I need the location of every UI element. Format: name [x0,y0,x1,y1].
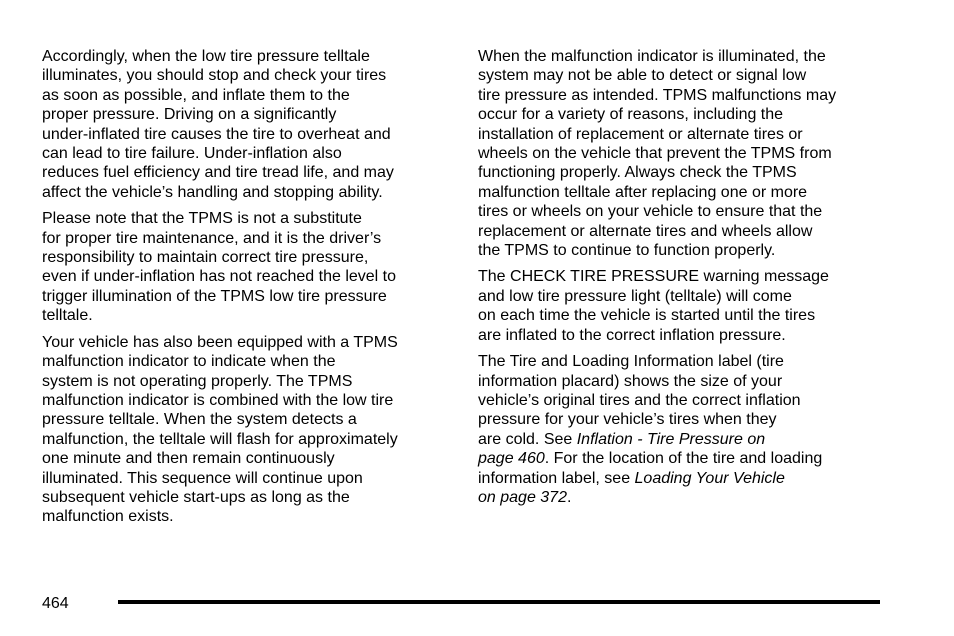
paragraph-malfunction-illuminated [478,47,883,260]
text-line: and low tire pressure light (telltale) will come [478,287,792,305]
text-line: Accordingly, when the low tire pressure telltale [42,48,370,65]
text-line: wheels on the vehicle that prevent the TPMS from [478,145,832,163]
cross-reference-page-372[interactable]: on page 372 [478,488,567,506]
text-line: replacement or alternate tires and wheels allow [478,222,813,240]
text-line: When the malfunction indicator is illuminated, the [478,48,826,65]
text-line: system is not operating properly. The TPMS [42,372,353,390]
cross-reference-loading-your-vehicle[interactable]: Loading Your Vehicle [634,469,785,487]
text-line: The Tire and Loading Information label (tire [478,353,784,371]
text-line: are inflated to the correct inflation pressure. [478,326,786,344]
text-line: Please note that the TPMS is not a substitute [42,210,362,228]
text-line: on each time the vehicle is started until the tires [478,307,816,325]
text-line: pressure for your vehicle’s tires when they [478,411,777,429]
text-line: the TPMS to continue to function properly. [478,242,776,260]
footer-rule [118,600,880,604]
text-line [478,430,883,449]
paragraph-malfunction-indicator [42,333,447,527]
text-line: Your vehicle has also been equipped with a TPMS [42,333,398,351]
text-fragment: . For the location of the tire and loading [544,450,823,468]
text-line: malfunction exists. [42,508,174,526]
text-line: proper pressure. Driving on a significantly [42,106,337,124]
text-line: subsequent vehicle start-ups as long as the [42,488,350,506]
text-line: malfunction indicator to indicate when the [42,353,336,371]
text-line: can lead to tire failure. Under-inflation also [42,145,342,163]
page-number: 464 [42,595,69,612]
text-line: malfunction telltale after replacing one or more [478,183,808,201]
text-line: system may not be able to detect or signal low [478,67,807,85]
right-column [478,47,883,514]
text-line: even if under-inflation has not reached the level to [42,268,397,286]
text-line: malfunction indicator is combined with the low tire [42,391,394,409]
text-line: affect the vehicle’s handling and stopping ability. [42,183,383,201]
text-fragment: are cold. See [478,430,577,448]
text-line: as soon as possible, and inflate them to the [42,86,350,104]
text-line: tires or wheels on your vehicle to ensure that the [478,203,823,221]
paragraph-check-tire-pressure-message [478,267,883,345]
text-line: for proper tire maintenance, and it is the driver’s [42,229,382,247]
text-line: occur for a variety of reasons, including the [478,106,784,124]
text-line [478,449,883,468]
text-line [478,469,883,488]
paragraph-tpms-not-substitute [42,209,447,325]
cross-reference-inflation-tire-pressure[interactable]: Inflation - Tire Pressure on [576,430,766,448]
cross-reference-page-460[interactable]: page 460 [478,450,545,468]
text-line: functioning properly. Always check the TPMS [478,164,797,182]
text-line: telltale. [42,307,93,325]
text-line: one minute and then remain continuously [42,450,335,468]
text-line: trigger illumination of the TPMS low tire pressure [42,287,387,305]
text-line: installation of replacement or alternate tires or [478,125,803,143]
left-column [42,47,447,534]
text-line [478,488,883,507]
text-line: responsibility to maintain correct tire pressure, [42,249,369,267]
text-line: vehicle’s original tires and the correct inflation [478,391,801,409]
text-line: reduces fuel efficiency and tire tread life, and may [42,164,394,182]
text-line: illuminated. This sequence will continue upon [42,469,363,487]
text-line: illuminates, you should stop and check your tires [42,67,387,85]
text-line: pressure telltale. When the system detects a [42,411,357,429]
text-line: malfunction, the telltale will flash for approximately [42,430,398,448]
paragraph-tire-loading-label [478,352,883,507]
text-line: information placard) shows the size of your [478,372,783,390]
text-line: under-inflated tire causes the tire to overheat and [42,125,391,143]
text-fragment: . [566,488,572,506]
text-fragment: information label, see [478,469,635,487]
paragraph-low-pressure-action [42,47,447,202]
text-line: The CHECK TIRE PRESSURE warning message [478,268,829,286]
text-line: tire pressure as intended. TPMS malfunctions may [478,86,837,104]
